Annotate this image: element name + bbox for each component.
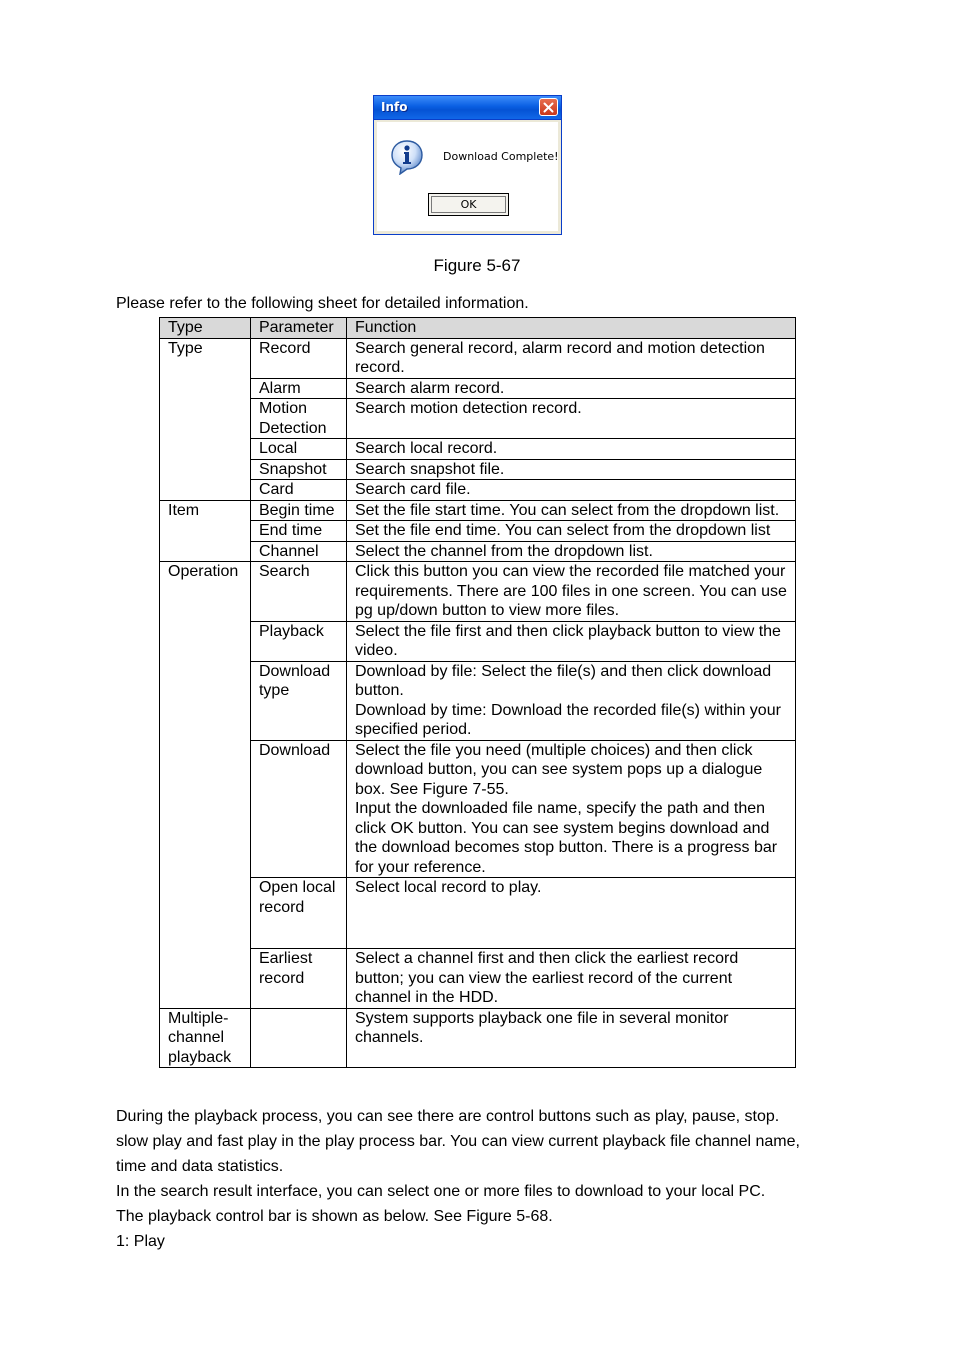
table-row — [160, 949, 796, 1009]
dialog-message: Download Complete! — [443, 150, 559, 163]
body-paragraph: The playback control bar is shown as below. See Figure 5-68. — [116, 1208, 553, 1225]
parameter-cell: Channel — [250, 541, 346, 562]
parameter-cell: Playback — [250, 621, 346, 661]
body-paragraph: time and data statistics. — [116, 1158, 284, 1175]
parameter-cell: Begin time — [250, 500, 346, 521]
table-row — [160, 1008, 796, 1068]
body-paragraph: During the playback process, you can see there are control buttons such as play, pause, stop. — [116, 1108, 780, 1125]
parameter-cell: Open local record — [250, 878, 346, 949]
type-cell: Type — [160, 338, 251, 500]
function-cell: Select local record to play. — [346, 878, 795, 949]
table-row — [160, 521, 796, 542]
function-cell — [346, 661, 795, 740]
info-dialog — [373, 95, 562, 235]
function-cell: Search local record. — [346, 439, 795, 460]
ok-button-label: OK — [460, 198, 477, 211]
parameter-table — [159, 317, 796, 1068]
header-function: Function — [346, 318, 795, 339]
parameter-cell: Motion Detection — [250, 399, 346, 439]
parameter-cell: Card — [250, 480, 346, 501]
table-row — [160, 661, 796, 740]
dialog-titlebar — [374, 96, 561, 120]
function-cell: Set the file end time. You can select from the dropdown list — [346, 521, 795, 542]
table-row — [160, 338, 796, 378]
ok-button[interactable] — [428, 193, 509, 216]
function-cell: Select the file first and then click playback button to view the video. — [346, 621, 795, 661]
function-cell: Select a channel first and then click the earliest record button; you can view the earliest record of the current channel in the HDD. — [346, 949, 795, 1009]
info-icon — [390, 139, 424, 175]
table-row — [160, 439, 796, 460]
body-paragraph: In the search result interface, you can select one or more files to download to your local PC. — [116, 1183, 766, 1200]
parameter-cell: Download — [250, 740, 346, 878]
table-row — [160, 562, 796, 622]
table-row — [160, 378, 796, 399]
table-header-row — [160, 318, 796, 339]
parameter-cell: Download type — [250, 661, 346, 740]
figure-caption: Figure 5-67 — [433, 256, 521, 275]
parameter-cell — [250, 1008, 346, 1068]
function-cell: Search alarm record. — [346, 378, 795, 399]
parameter-cell: Alarm — [250, 378, 346, 399]
parameter-cell: Earliest record — [250, 949, 346, 1009]
parameter-cell: End time — [250, 521, 346, 542]
table-row — [160, 399, 796, 439]
type-cell: Multiple-channel playback — [160, 1008, 251, 1068]
dialog-body — [377, 122, 558, 231]
function-cell: Search motion detection record. — [346, 399, 795, 439]
function-cell: System supports playback one file in several monitor channels. — [346, 1008, 795, 1068]
parameter-cell: Search — [250, 562, 346, 622]
function-cell: Search card file. — [346, 480, 795, 501]
function-cell: Search snapshot file. — [346, 459, 795, 480]
table-row — [160, 480, 796, 501]
body-paragraph: slow play and fast play in the play process bar. You can view current playback file channel name, — [116, 1133, 800, 1150]
table-row — [160, 740, 796, 878]
parameter-cell: Record — [250, 338, 346, 378]
table-row — [160, 621, 796, 661]
parameter-cell: Snapshot — [250, 459, 346, 480]
header-type: Type — [160, 318, 251, 339]
function-cell: Search general record, alarm record and motion detection record. — [346, 338, 795, 378]
function-cell: Click this button you can view the recorded file matched your requirements. There are 100 files in one screen. You can use pg up/down button to view more files. — [346, 562, 795, 622]
function-line: Select the file you need (multiple choices) and then click download button, you can see system pops up a dialogue box. See Figure 7-55. — [354, 741, 763, 798]
table-row — [160, 500, 796, 521]
table-row — [160, 878, 796, 949]
table-row — [160, 541, 796, 562]
function-line: Download by time: Download the recorded file(s) within your specified period. — [354, 701, 781, 738]
table-row — [160, 459, 796, 480]
function-cell — [346, 740, 795, 878]
intro-text: Please refer to the following sheet for detailed information. — [116, 295, 529, 312]
body-paragraph: 1: Play — [116, 1233, 165, 1250]
type-cell: Item — [160, 500, 251, 562]
header-parameter: Parameter — [250, 318, 346, 339]
function-line: Input the downloaded file name, specify the path and then click OK button. You can see system begins download and the download becomes stop button. There is a progress bar for your reference. — [354, 800, 778, 876]
dialog-title: Info — [381, 100, 408, 114]
type-cell: Operation — [160, 562, 251, 1009]
function-cell: Select the channel from the dropdown list. — [346, 541, 795, 562]
function-line: Download by file: Select the file(s) and then click download button. — [354, 662, 772, 699]
parameter-cell: Local — [250, 439, 346, 460]
close-icon[interactable] — [539, 98, 558, 116]
function-cell: Set the file start time. You can select from the dropdown list. — [346, 500, 795, 521]
